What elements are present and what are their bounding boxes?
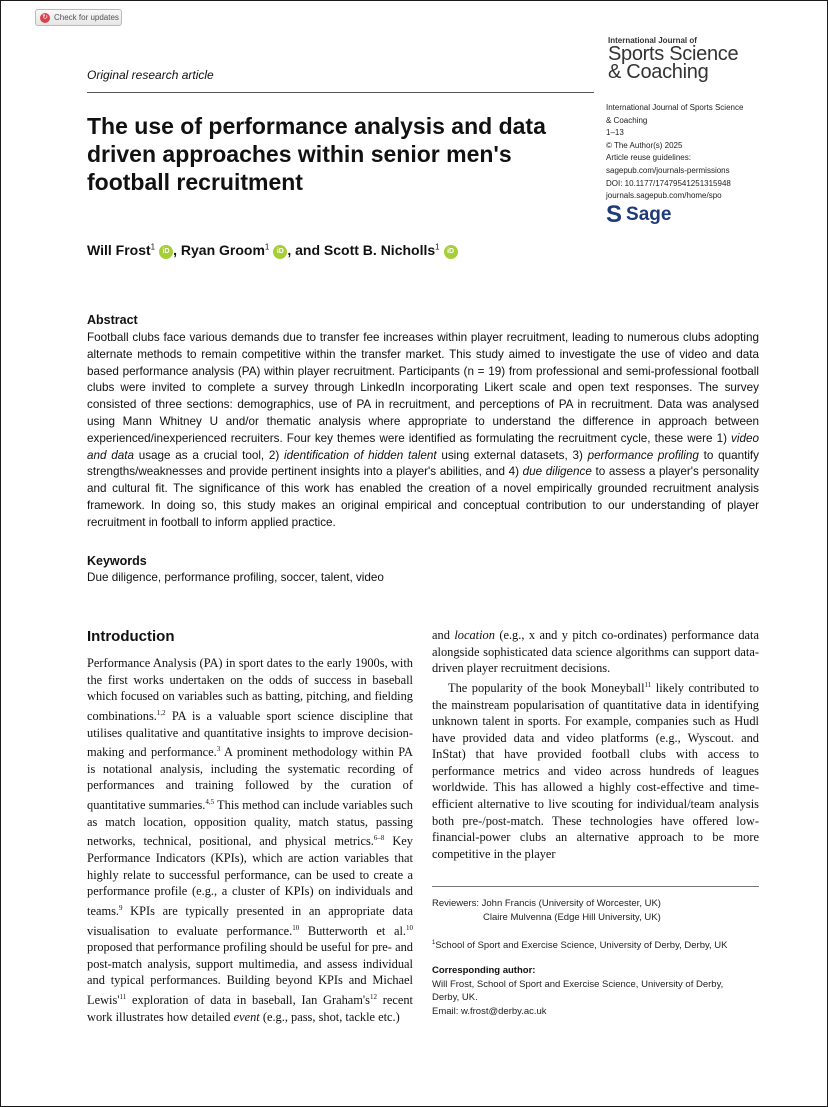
author-affiliation: 1	[150, 242, 156, 252]
author-name: Scott B. Nicholls	[323, 242, 436, 258]
keywords-text: Due diligence, performance profiling, soccer, talent, video	[87, 571, 384, 584]
journal-logo-line3: & Coaching	[608, 61, 709, 83]
author-name: Ryan Groom	[180, 242, 265, 258]
meta-reuse: Article reuse guidelines:	[606, 153, 691, 163]
citation[interactable]: 11	[119, 993, 127, 1002]
meta-journal-line1: International Journal of Sports Science	[606, 103, 744, 112]
citation[interactable]: 6–8	[373, 834, 385, 843]
sage-s-icon: S	[606, 201, 623, 228]
author-affiliation: 1	[435, 242, 440, 252]
keywords-heading: Keywords	[87, 554, 147, 568]
intro-paragraph: and location (e.g., x and y pitch co-ordinates) performance data alongside sophisticated data science algorithms can support data-driven player recruitment decisions.	[432, 628, 759, 676]
journal-logo-line1: International Journal of	[608, 36, 697, 45]
header-rule	[87, 92, 594, 93]
update-icon: ↻	[40, 13, 50, 23]
introduction-heading: Introduction	[87, 628, 175, 645]
citation[interactable]: 12	[369, 993, 377, 1002]
citation[interactable]: 10	[292, 923, 300, 932]
citation[interactable]: 4,5	[205, 798, 215, 806]
check-updates-label: Check for updates	[54, 13, 119, 22]
orcid-icon[interactable]: iD	[159, 245, 173, 259]
orcid-icon[interactable]: iD	[444, 245, 458, 259]
article-type: Original research article	[87, 68, 214, 82]
orcid-icon[interactable]: iD	[273, 245, 287, 259]
citation[interactable]: 10	[406, 923, 414, 932]
abstract-heading: Abstract	[87, 313, 138, 327]
reviewers-block	[432, 897, 661, 924]
abstract-text: Football clubs face various demands due to transfer fee increases within player recruitment, leading to numerous clubs adopting alternate methods to remain competitive within the transfer market. This study aimed to investigate the use of video and data based performance analysis (PA) within player recruitment. Participants (n = 19) from professional and semi-professional football clubs were invited to complete a survey through LinkedIn incorporating Likert scale and open text responses. The survey consisted of three sections: demographics, use of PA in recruitment, and perceptions of PA in recruitment. Data was analysed using Mann Whitney U and/or thematic analysis where appropriate to understand the difference in approach between experienced/inexperienced recruiters. Four key themes were identified as formulating the recruitment cycle, these were 1) video and data usage as a crucial tool, 2) identification of hidden talent using external datasets, 3) performance profiling to quantify strengths/weaknesses and provide pertinent insights into a player's abilities, and 4) due diligence to assess a player's personality and cultural fit. The significance of this work has enabled the creation of a novel empirically grounded recruitment analysis framework. In doing so, this study makes an original empirical and conceptual contribution to our understanding of player recruitment in football to inform applied practice.	[87, 331, 760, 529]
citation[interactable]: 1,2	[156, 708, 166, 717]
meta-doi[interactable]: DOI: 10.1177/17479541251315948	[606, 178, 731, 188]
corresponding-heading: Corresponding author:	[432, 965, 536, 976]
meta-journal-url[interactable]: journals.sagepub.com/home/spo	[606, 191, 722, 201]
corresponding-email[interactable]: Email: w.frost@derby.ac.uk	[432, 1005, 547, 1017]
reviewers-label: Reviewers:	[432, 898, 479, 909]
article-title: The use of performance analysis and data driven approaches within senior men's football recruitment	[87, 113, 546, 195]
author-separator: ,	[173, 242, 181, 258]
publisher-name: Sage	[626, 204, 672, 225]
meta-pages: 1–13	[606, 128, 624, 138]
corresponding-line2: Derby, UK.	[432, 992, 478, 1003]
meta-journal-line2: & Coaching	[606, 115, 648, 125]
journal-logo	[608, 36, 738, 81]
citation[interactable]: 3	[216, 745, 221, 754]
publisher-logo	[606, 201, 672, 228]
corresponding-author-block	[432, 964, 723, 1018]
affiliation-footnote: $^1$School of Sport and Exercise Science, University of Derby, Derby, UK	[432, 940, 728, 952]
intro-column-left: Performance Analysis (PA) in sport dates to the early 1900s, with the first works undertaken on the odds of success in baseball which focused on variables such as batting, pitching, and fielding combinations.$^{1,2}$ PA is a valuable sport science discipline that utilises qualitative and quantitative insights to improve decision-making and performance.$^3$ A prominent methodology within PA is notational analysis, including the systematic recording of performances and training followed by the curation of quantitative summaries.$^{4,5}$ This method can include variables such as match location, opposition quality, match status, passing networks, technical, positional, and physical metrics.$^{6-8}$ Key Performance Indicators (KPIs), which are action variables that highly relate to successful performance, can be used to create a performance profile (e.g., a cluster of KPIs) on individuals and teams.$^9$ KPIs are typically presented in an appropriate data visualisation to evaluate performance.$^{10}$ Butterworth et al.$^{10}$ proposed that performance profiling should be useful for pre- and post-match analysis, support multimedia, and assess individual and typical performances. Building beyond KPIs and Michael $Lewis'^{11}$ exploration of data in baseball, Ian $Graham's^{12}$ recent work illustrates how detailed event (e.g., pass, shot, tackle etc.)	[87, 656, 414, 1024]
author-separator: , and	[287, 242, 324, 258]
corresponding-line1: Will Frost, School of Sport and Exercise Science, University of Derby,	[432, 978, 724, 990]
intro-paragraph: The popularity of the book Moneyball$^{11}$ likely contributed to the mainstream popularisation of quantitative data in identifying unknown talent in sports. For example, companies such as Hudl have provided data and video platforms (e.g., Wyscout. and InStat) that have provided football clubs with access to performance metrics and video across hundreds of leagues worldwide. This has allowed a highly cost-effective and time-efficient alternative to live scouting for individual/team analysis both pre-/post-match. These technologies have offered low-financial-power clubs an alternative approach to be more competitive in the player	[432, 680, 760, 861]
check-for-updates-button[interactable]	[35, 9, 122, 26]
journal-logo-line2: Sports Science	[608, 43, 739, 65]
author-name: Will Frost	[87, 242, 151, 258]
meta-copyright: © The Author(s) 2025	[606, 140, 683, 150]
intro-column-right	[432, 627, 759, 862]
reviewer-1: John Francis (University of Worcester, UK)	[481, 898, 661, 909]
meta-permissions-link[interactable]: sagepub.com/journals-permissions	[606, 165, 730, 175]
citation[interactable]: 11	[644, 680, 652, 689]
reviewer-2: Claire Mulvenna (Edge Hill University, UK)	[483, 911, 661, 923]
author-list	[87, 242, 458, 259]
citation[interactable]: 9	[119, 903, 123, 912]
footnote-rule	[432, 886, 759, 887]
article-meta	[606, 102, 766, 203]
author-affiliation: 1	[264, 242, 270, 252]
